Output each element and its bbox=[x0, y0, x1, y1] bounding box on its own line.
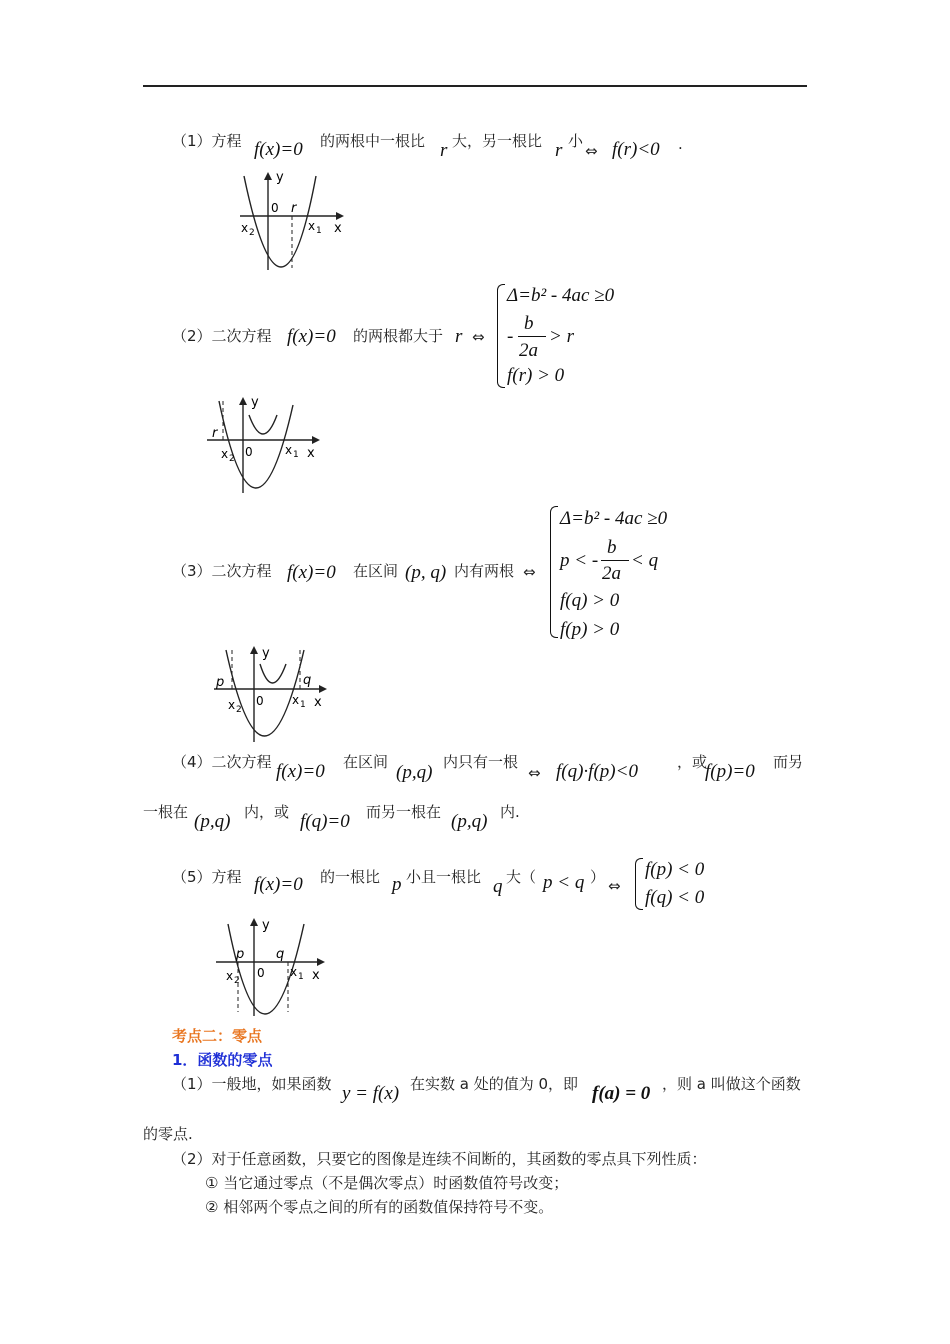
s4-line2-text-1: 一根在 bbox=[143, 803, 189, 821]
s1-equation: f(x)=0 bbox=[254, 139, 303, 160]
graph-1-x2-label: x bbox=[241, 221, 249, 235]
s4-label: （4）二次方程 bbox=[172, 753, 272, 771]
s5-p-less-q: p < q bbox=[543, 872, 585, 893]
s1-r2: r bbox=[555, 140, 563, 161]
s1-text-2: 大，另一根比 bbox=[452, 132, 543, 150]
graph-1-x-arrow bbox=[336, 212, 344, 220]
graph-1-x2-sub: 2 bbox=[249, 228, 255, 238]
graph-5-y-arrow bbox=[250, 918, 258, 926]
section-heading: 考点二：零点 bbox=[172, 1027, 263, 1045]
s5-cond-2: f(q) < 0 bbox=[645, 887, 705, 908]
s3-interval: (p, q) bbox=[405, 562, 447, 583]
graph-3-origin: 0 bbox=[256, 694, 264, 708]
graph-5-y-label: y bbox=[262, 918, 270, 933]
graph-2-x2-sub: 2 bbox=[229, 454, 235, 464]
s3-cond-2-suffix: < q bbox=[631, 550, 659, 571]
graph-2-r-label: r bbox=[212, 426, 218, 441]
s3-text-1: 在区间 bbox=[353, 562, 399, 580]
s3-fraction-bar bbox=[601, 560, 629, 561]
graph-5-x1-sub: 1 bbox=[298, 972, 304, 982]
graph-1-x1-sub: 1 bbox=[316, 226, 322, 236]
zero-def-equation: f(a) = 0 bbox=[592, 1083, 651, 1104]
s2-equation: f(x)=0 bbox=[287, 326, 336, 347]
s1-condition: f(r)<0 bbox=[612, 139, 660, 160]
graph-3-upper-parabola bbox=[260, 664, 286, 683]
graph-2-x-label: x bbox=[307, 446, 315, 461]
graph-2-y-label: y bbox=[251, 395, 259, 410]
graph-2-upper-parabola bbox=[249, 415, 277, 434]
s4-text-2: 内只有一根 bbox=[443, 753, 519, 771]
graph-3 bbox=[210, 642, 330, 744]
s2-fraction-bar bbox=[518, 336, 546, 337]
graph-5 bbox=[212, 914, 328, 1018]
graph-5-x-arrow bbox=[317, 958, 325, 966]
s5-iff: ⇔ bbox=[608, 877, 621, 895]
s5-text-2: 小且一根比 bbox=[406, 868, 482, 886]
graph-3-y-arrow bbox=[250, 646, 258, 654]
graph-2-parabola bbox=[219, 401, 293, 488]
s1-dot: . bbox=[678, 135, 683, 153]
graph-1-origin: 0 bbox=[271, 201, 279, 215]
graph-2-x-arrow bbox=[312, 436, 320, 444]
graph-2 bbox=[203, 393, 323, 495]
s2-text-1: 的两根都大于 bbox=[353, 327, 444, 345]
s1-text-1: 的两根中一根比 bbox=[320, 132, 426, 150]
graph-2-y-arrow bbox=[239, 397, 247, 405]
graph-2-x2-label: x bbox=[221, 447, 229, 461]
s3-brace bbox=[550, 506, 558, 638]
s2-cond-3: f(r) > 0 bbox=[507, 365, 565, 386]
s3-label: （3）二次方程 bbox=[172, 562, 272, 580]
zero-def-text-4: 的零点. bbox=[143, 1125, 193, 1143]
s3-cond-1: Δ=b² - 4ac ≥0 bbox=[560, 508, 668, 529]
s2-cond-2-suffix: > r bbox=[549, 326, 574, 347]
graph-3-y-label: y bbox=[262, 646, 270, 661]
graph-2-x1-label: x bbox=[285, 443, 293, 457]
graph-5-x2-sub: 2 bbox=[234, 976, 240, 986]
graph-3-x-label: x bbox=[314, 695, 322, 710]
s5-cond-1: f(p) < 0 bbox=[645, 859, 705, 880]
top-rule bbox=[143, 85, 807, 87]
s4-interval: (p,q) bbox=[396, 762, 433, 783]
s4-line2-interval: (p,q) bbox=[194, 811, 231, 832]
graph-1-r-label: r bbox=[291, 201, 297, 216]
graph-5-x2-label: x bbox=[226, 969, 234, 983]
s2-cond-2-numerator: b bbox=[524, 313, 534, 334]
graph-2-origin: 0 bbox=[245, 445, 253, 459]
zero-property-2: ② 相邻两个零点之间的所有的函数值保持符号不变。 bbox=[205, 1198, 554, 1216]
s3-cond-4: f(p) > 0 bbox=[560, 619, 620, 640]
s1-iff: ⇔ bbox=[585, 142, 598, 160]
s4-text-3: ，或 bbox=[677, 753, 708, 771]
zero-property-1: ① 当它通过零点（不是偶次零点）时函数值符号改变； bbox=[205, 1174, 569, 1192]
s1-text-3: 小 bbox=[568, 132, 584, 150]
s4-text-1: 在区间 bbox=[343, 753, 389, 771]
section-subheading: 1．函数的零点 bbox=[172, 1051, 273, 1069]
s5-label: （5）方程 bbox=[172, 868, 242, 886]
zero-property-intro: （2）对于任意函数，只要它的图像是连续不间断的，其函数的零点具下列性质： bbox=[172, 1150, 707, 1168]
graph-3-x-arrow bbox=[319, 685, 327, 693]
s5-text-4: ） bbox=[590, 868, 606, 886]
s4-equation: f(x)=0 bbox=[276, 761, 325, 782]
s3-equation: f(x)=0 bbox=[287, 562, 336, 583]
graph-5-p-label: p bbox=[236, 947, 245, 962]
zero-def-text-3: ，则 a 叫做这个函数 bbox=[662, 1075, 801, 1093]
s3-text-2: 内有两根 bbox=[454, 562, 515, 580]
s4-line2-interval-2: (p,q) bbox=[451, 811, 488, 832]
s4-line2-condition: f(q)=0 bbox=[300, 811, 350, 832]
graph-3-x1-sub: 1 bbox=[300, 700, 306, 710]
s2-cond-2-denominator: 2a bbox=[519, 340, 538, 361]
graph-1-y-arrow bbox=[264, 172, 272, 180]
zero-def-text-2: 在实数 a 处的值为 0，即 bbox=[410, 1075, 579, 1093]
s2-cond-1: Δ=b² - 4ac ≥0 bbox=[507, 285, 615, 306]
s2-label: （2）二次方程 bbox=[172, 327, 272, 345]
graph-3-q-label: q bbox=[303, 673, 312, 688]
s4-iff: ⇔ bbox=[528, 764, 541, 782]
s1-r1: r bbox=[440, 140, 448, 161]
s4-line2-text-4: 内. bbox=[500, 803, 520, 821]
graph-5-x1-label: x bbox=[290, 965, 298, 979]
graph-1-parabola bbox=[244, 176, 316, 267]
s5-equation: f(x)=0 bbox=[254, 874, 303, 895]
s3-cond-2-prefix: p < - bbox=[560, 550, 599, 571]
s1-label: （1）方程 bbox=[172, 132, 242, 150]
s3-cond-2-denominator: 2a bbox=[602, 563, 621, 584]
s4-text-4: 而另 bbox=[773, 753, 804, 771]
zero-def-function: y = f(x) bbox=[342, 1083, 400, 1104]
s4-line2-text-3: 而另一根在 bbox=[366, 803, 442, 821]
graph-5-x-label: x bbox=[312, 968, 320, 983]
s3-cond-2-numerator: b bbox=[607, 537, 617, 558]
graph-3-x2-sub: 2 bbox=[236, 705, 242, 715]
graph-1 bbox=[236, 168, 348, 274]
graph-2-x1-sub: 1 bbox=[293, 450, 299, 460]
s5-text-3: 大（ bbox=[506, 868, 537, 886]
s2-brace bbox=[497, 284, 505, 388]
graph-5-q-label: q bbox=[276, 947, 285, 962]
s2-iff: ⇔ bbox=[472, 328, 485, 346]
s4-condition: f(q)·f(p)<0 bbox=[556, 761, 638, 782]
s5-q: q bbox=[493, 876, 503, 897]
s4-line2-text-2: 内，或 bbox=[244, 803, 290, 821]
s4-condition-2: f(p)=0 bbox=[705, 761, 755, 782]
graph-1-y-label: y bbox=[276, 170, 284, 185]
s3-cond-3: f(q) > 0 bbox=[560, 590, 620, 611]
s5-text-1: 的一根比 bbox=[320, 868, 381, 886]
graph-5-origin: 0 bbox=[257, 966, 265, 980]
s5-p: p bbox=[392, 874, 402, 895]
graph-1-x1-label: x bbox=[308, 219, 316, 233]
graph-1-x-label: x bbox=[334, 221, 342, 236]
zero-def-text-1: （1）一般地，如果函数 bbox=[172, 1075, 332, 1093]
graph-3-x1-label: x bbox=[292, 693, 300, 707]
s3-iff: ⇔ bbox=[523, 563, 536, 581]
graph-3-p-label: p bbox=[216, 675, 225, 690]
s2-cond-2-prefix: - bbox=[507, 326, 514, 347]
s5-brace bbox=[635, 858, 643, 910]
graph-3-x2-label: x bbox=[228, 698, 236, 712]
s2-r: r bbox=[455, 326, 463, 347]
